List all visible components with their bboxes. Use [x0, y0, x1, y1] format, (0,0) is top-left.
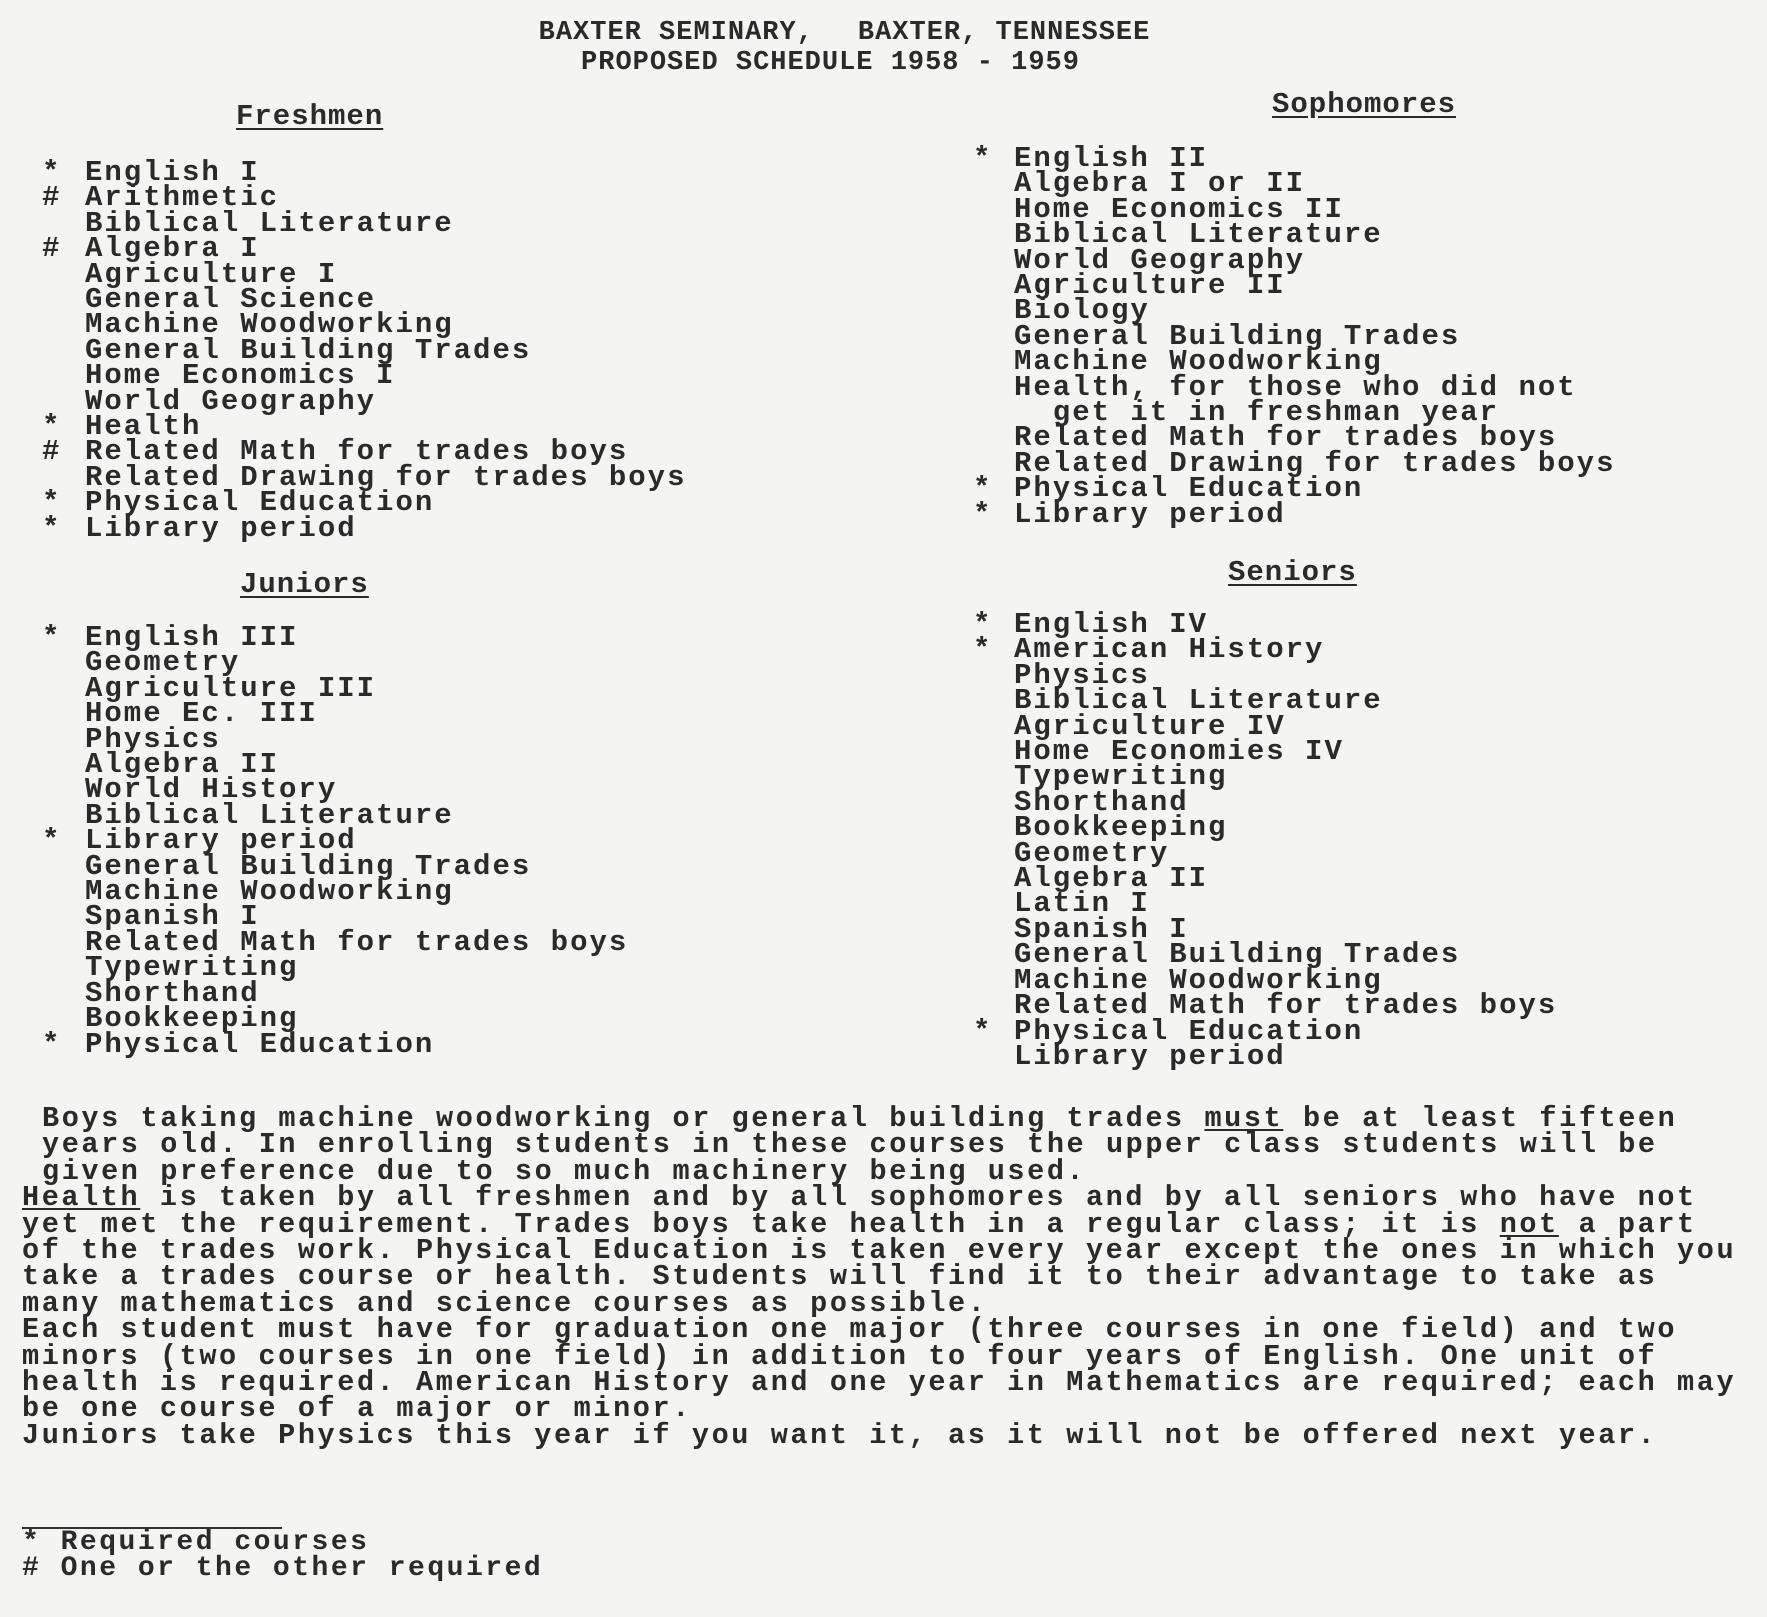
course-name: Machine Woodworking — [1014, 963, 1383, 997]
course-name: Related Math for trades boys — [1014, 421, 1558, 455]
sophomores-course-list — [973, 142, 1616, 531]
course-name: Latin I — [1014, 887, 1150, 921]
either-or-mark: # — [42, 232, 62, 266]
school-name: BAXTER SEMINARY, — [538, 18, 814, 48]
course-name: Arithmetic — [85, 181, 280, 215]
course-name: Physics — [85, 722, 221, 756]
course-name: Library period — [1014, 1039, 1286, 1073]
footnotes — [22, 1527, 544, 1584]
juniors-course-list — [42, 621, 629, 1061]
course-item — [42, 511, 687, 545]
course-name: Physical Education — [1014, 1014, 1364, 1048]
course-name: World Geography — [85, 384, 377, 418]
course-name: Agriculture I — [85, 257, 338, 291]
course-name: Shorthand — [1014, 785, 1189, 819]
notes-paragraph-graduation: Each student must have for graduation one major (three courses in one field) and two minors (two courses in one field) in addition to four years of English. One unit of health is required. American History and one year in Mathematics are required; each may be one course of a major or minor. — [22, 1313, 1737, 1426]
course-name: Biblical Literature — [1014, 684, 1383, 718]
course-name: Agriculture III — [85, 671, 377, 705]
course-name: Biblical Literature — [1014, 218, 1383, 252]
seniors-heading: Seniors — [1228, 556, 1357, 589]
freshmen-heading: Freshmen — [236, 100, 384, 133]
course-name: Biology — [1014, 294, 1150, 328]
course-name: Library period — [1014, 497, 1286, 531]
course-name: Algebra II — [85, 748, 280, 782]
required-mark: * — [973, 497, 993, 531]
course-item — [42, 1027, 628, 1061]
course-name: Bookkeeping — [1014, 811, 1228, 845]
course-name: Physical Education — [85, 1027, 435, 1061]
seniors-course-list — [973, 608, 1558, 1073]
course-name: Home Ec. III — [85, 697, 318, 731]
required-mark: * — [42, 410, 62, 444]
notes-emphasis-health: Health — [22, 1181, 141, 1215]
header-line-1 — [0, 18, 1728, 48]
course-item — [973, 1039, 1557, 1073]
course-name: Algebra I or II — [1014, 167, 1306, 201]
course-name: Biblical Literature — [85, 206, 454, 240]
required-mark: * — [42, 486, 62, 520]
course-name: Spanish I — [1014, 912, 1189, 946]
course-name: Typewriting — [1014, 760, 1228, 794]
course-name: Home Economies IV — [1014, 735, 1344, 769]
course-name: Home Economics II — [1014, 192, 1344, 226]
course-name: English II — [1014, 142, 1209, 175]
course-name: Machine Woodworking — [1014, 345, 1383, 379]
either-or-mark: # — [42, 435, 62, 469]
notes-paragraph-health — [22, 1181, 1742, 1320]
course-name: Library period — [85, 824, 357, 858]
notes-text: Boys taking machine woodworking or general building trades — [42, 1102, 1205, 1135]
required-mark: * — [973, 633, 993, 667]
schedule-title: PROPOSED SCHEDULE 1958 - 1959 — [581, 48, 1080, 78]
course-name: Related Drawing for trades boys — [1014, 446, 1616, 480]
course-name: General Building Trades — [1014, 319, 1461, 353]
notes-text: is taken by all freshmen and by all sophomores and by all seniors who have not yet met the requirement. Trades boys take health in a regular class; it is — [22, 1181, 1697, 1241]
course-name: General Building Trades — [85, 333, 532, 367]
course-name: Typewriting — [85, 951, 299, 985]
notes-text: be at least fifteen years old. In enrolling students in these courses the upper class students will be given preference due to so much machinery being used. — [42, 1102, 1678, 1188]
sophomores-heading: Sophomores — [1272, 88, 1457, 121]
course-name: Agriculture II — [1014, 269, 1286, 303]
course-name: Geometry — [1014, 836, 1170, 870]
document-header — [0, 18, 1767, 78]
course-name: English I — [85, 156, 260, 189]
freshmen-course-list — [42, 156, 687, 545]
required-mark: * — [973, 608, 993, 641]
course-name: Physical Education — [1014, 472, 1364, 506]
course-name: Related Math for trades boys — [85, 925, 629, 959]
course-name: Shorthand — [85, 976, 260, 1010]
required-mark: * — [42, 511, 62, 545]
course-name: get it in freshman year — [1014, 396, 1500, 430]
notes-paragraph-physics: Juniors take Physics this year if you want it, as it will not be offered next year. — [22, 1418, 1658, 1452]
course-name: English III — [85, 621, 299, 654]
required-mark: * — [973, 472, 993, 506]
course-name: Related Math for trades boys — [85, 435, 629, 469]
course-name: World History — [85, 773, 338, 807]
footnote-required: * Required courses — [22, 1527, 370, 1558]
school-location: BAXTER, TENNESSEE — [857, 18, 1151, 48]
course-name: World Geography — [1014, 243, 1306, 277]
notes-emphasis-must: must — [1204, 1102, 1284, 1135]
course-name: General Building Trades — [1014, 938, 1461, 972]
course-name: Library period — [85, 511, 357, 545]
course-name: Algebra I — [85, 232, 260, 266]
course-name: English IV — [1014, 608, 1209, 641]
footnote-either: # One or the other required — [22, 1553, 544, 1584]
course-name: Home Economics I — [85, 359, 396, 393]
required-mark: * — [42, 824, 62, 858]
required-mark: * — [973, 142, 993, 175]
course-item — [973, 497, 1616, 531]
juniors-heading: Juniors — [240, 568, 369, 601]
course-name: Machine Woodworking — [85, 308, 454, 342]
notes-paragraph-trades — [22, 1102, 1742, 1188]
course-name: Spanish I — [85, 900, 260, 934]
course-name: Health, for those who did not — [1014, 370, 1577, 404]
course-name: General Science — [85, 283, 377, 317]
course-name: Biblical Literature — [85, 798, 454, 832]
required-mark: * — [42, 621, 62, 654]
schedule-notes — [22, 1102, 1742, 1452]
required-mark: * — [973, 1014, 993, 1048]
course-name: Machine Woodworking — [85, 875, 454, 909]
course-name: Related Math for trades boys — [1014, 989, 1558, 1023]
course-name: American History — [1014, 633, 1325, 667]
course-name: Health — [85, 410, 202, 444]
either-or-mark: # — [42, 181, 62, 215]
course-name: Related Drawing for trades boys — [85, 460, 687, 494]
notes-emphasis-not: not — [1499, 1207, 1559, 1241]
course-name: Algebra II — [1014, 862, 1209, 896]
required-mark: * — [42, 1027, 62, 1061]
course-name: Geometry — [85, 646, 241, 680]
course-name: General Building Trades — [85, 849, 532, 883]
course-name: Bookkeeping — [85, 1002, 299, 1036]
required-mark: * — [42, 156, 62, 189]
notes-text: a part of the trades work. Physical Education is taken every year except the ones in which you take a trades course or health. Students will find it to their advantage to take as many mathematics and science courses as possible. — [22, 1207, 1737, 1320]
course-name: Physics — [1014, 658, 1150, 692]
course-name: Agriculture IV — [1014, 709, 1286, 743]
course-name: Physical Education — [85, 486, 435, 520]
